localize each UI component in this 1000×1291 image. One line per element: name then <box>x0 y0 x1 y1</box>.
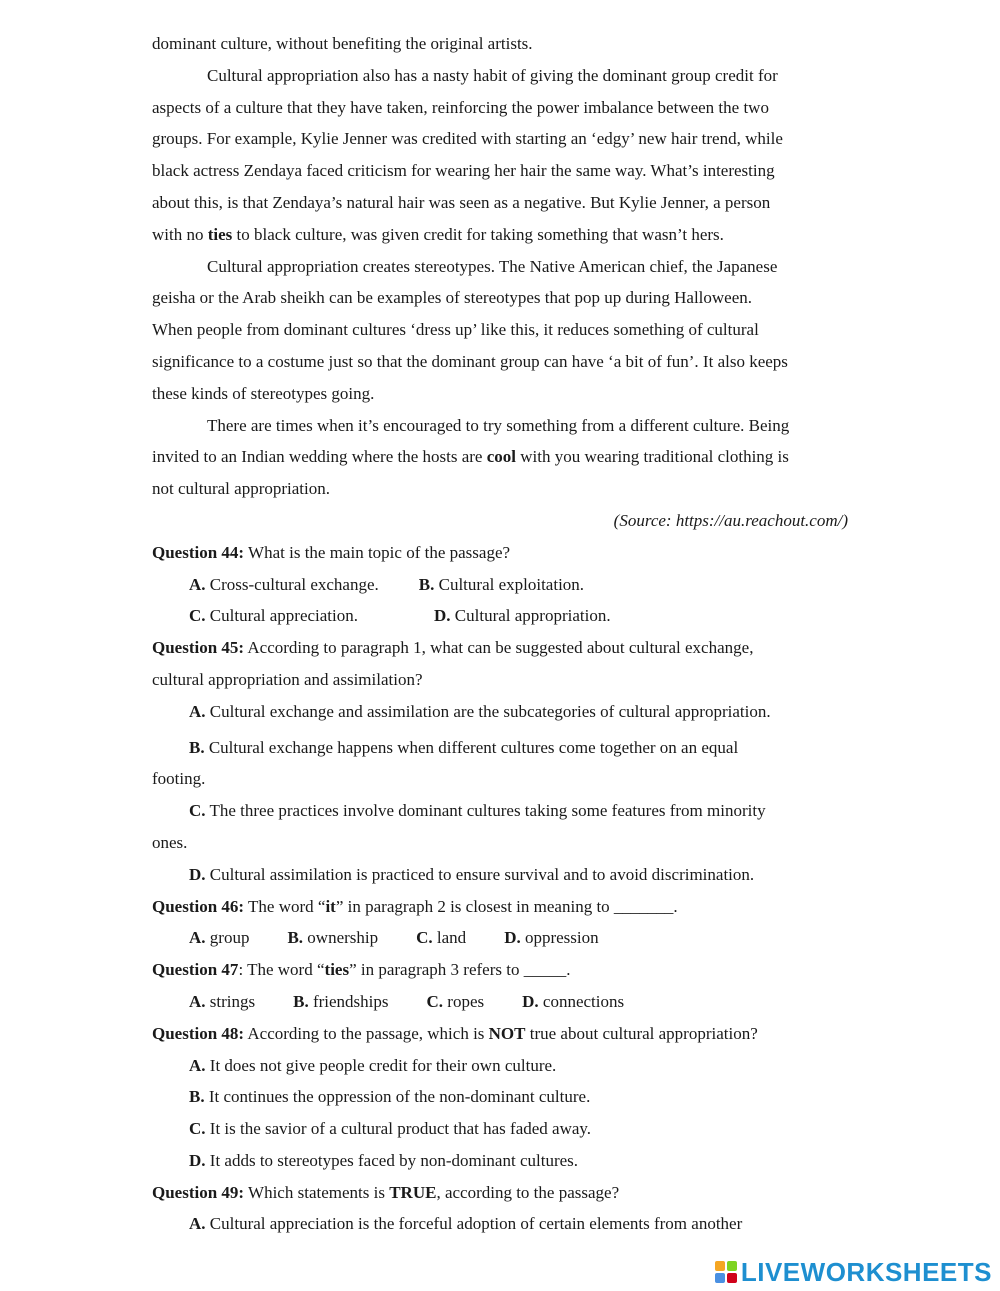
passage-line: these kinds of stereotypes going. <box>152 383 375 403</box>
option-key: A. <box>189 1055 206 1075</box>
option-text: group <box>205 928 250 948</box>
keyword-not: NOT <box>488 1023 526 1043</box>
passage-line: significance to a costume just so that the dominant group can have ‘a bit of fun’. It also keeps <box>152 351 788 371</box>
option-line: footing. <box>152 769 206 789</box>
option-c[interactable] <box>189 606 358 625</box>
question-text: The word “ <box>244 896 326 916</box>
question-49 <box>152 1177 848 1241</box>
option-key: B. <box>189 737 205 757</box>
options-row <box>152 569 848 601</box>
option-key: D. <box>522 991 539 1011</box>
option-key: B. <box>418 574 435 594</box>
passage-line: Cultural appropriation also has a nasty habit of giving the dominant group credit for <box>207 65 778 85</box>
option-a[interactable] <box>189 992 255 1011</box>
question-stem <box>152 891 848 923</box>
question-text: , according to the passage? <box>436 1182 620 1202</box>
logo-grid-icon <box>715 1261 737 1283</box>
option-key: B. <box>189 1087 205 1107</box>
option-text: It does not give people credit for their own culture. <box>205 1055 557 1075</box>
option-b[interactable] <box>152 1081 848 1113</box>
option-text: friendships <box>308 991 389 1011</box>
passage-paragraph-4 <box>152 410 848 505</box>
option-d[interactable] <box>504 928 598 947</box>
option-text: Cultural assimilation is practiced to ensure survival and to avoid discrimination. <box>205 864 755 884</box>
question-text: true about cultural appropriation? <box>525 1023 758 1043</box>
worksheet-page <box>152 28 848 1240</box>
option-text: land <box>432 928 467 948</box>
question-text: ” in paragraph 2 is closest in meaning to _______. <box>335 896 678 916</box>
question-label: Question 46: <box>152 896 245 916</box>
logo-tile <box>715 1261 725 1271</box>
passage-paragraph-2 <box>152 60 848 251</box>
option-text: The three practices involve dominant cultures taking some features from minority <box>205 801 766 821</box>
question-stem <box>152 632 848 664</box>
option-key: D. <box>434 606 451 626</box>
passage-text: with you wearing traditional clothing is <box>516 447 789 467</box>
passage-line: groups. For example, Kylie Jenner was credited with starting an ‘edgy’ new hair trend, while <box>152 129 783 149</box>
option-text: It adds to stereotypes faced by non-dominant cultures. <box>205 1150 579 1170</box>
option-c[interactable] <box>152 795 848 859</box>
option-key: C. <box>189 606 206 626</box>
option-text: Cultural exploitation. <box>434 574 585 594</box>
passage-line: black actress Zendaya faced criticism for wearing her hair the same way. What’s interesting <box>152 161 775 181</box>
question-label: Question 49: <box>152 1182 245 1202</box>
question-stem-cont: cultural appropriation and assimilation? <box>152 669 423 689</box>
passage-line: There are times when it’s encouraged to try something from a different culture. Being <box>207 415 790 435</box>
passage-line: about this, is that Zendaya’s natural hair was seen as a negative. But Kylie Jenner, a person <box>152 192 771 212</box>
question-text: : The word “ <box>238 960 325 980</box>
option-line <box>152 795 848 827</box>
passage-paragraph-3 <box>152 251 848 410</box>
options-row <box>152 600 848 632</box>
logo-tile <box>715 1273 725 1283</box>
question-label: Question 44: <box>152 542 245 562</box>
option-text: Cultural appreciation. <box>205 606 359 626</box>
logo-tile <box>727 1273 737 1283</box>
question-stem <box>152 1018 848 1050</box>
option-key: C. <box>189 801 206 821</box>
question-label: Question 47 <box>152 960 239 980</box>
question-text: According to the passage, which is <box>244 1023 489 1043</box>
options-row <box>152 986 848 1018</box>
passage-line: dominant culture, without benefiting the original artists. <box>152 34 533 53</box>
question-stem <box>152 954 848 986</box>
passage-text: with no <box>152 224 208 244</box>
passage-line <box>152 441 848 473</box>
question-stem <box>152 537 848 569</box>
option-text: Cultural exchange happens when different cultures come together on an equal <box>204 737 739 757</box>
option-a[interactable] <box>152 696 848 728</box>
option-text: Cross-cultural exchange. <box>205 574 379 594</box>
question-label: Question 45: <box>152 638 245 658</box>
option-text: It continues the oppression of the non-dominant culture. <box>204 1087 591 1107</box>
option-key: A. <box>189 574 206 594</box>
option-d[interactable] <box>152 859 848 891</box>
option-key: B. <box>287 928 304 948</box>
passage-text: to black culture, was given credit for taking something that wasn’t hers. <box>232 224 724 244</box>
option-text: Cultural exchange and assimilation are the subcategories of cultural appropriation. <box>205 701 771 721</box>
passage-line: Cultural appropriation creates stereotypes. The Native American chief, the Japanese <box>207 256 778 276</box>
question-45 <box>152 632 848 890</box>
question-stem <box>152 1177 848 1209</box>
passage-line: not cultural appropriation. <box>152 479 330 499</box>
option-text: strings <box>205 991 256 1011</box>
option-b[interactable] <box>287 928 378 947</box>
option-line: ones. <box>152 832 188 852</box>
option-line <box>152 732 848 764</box>
option-b[interactable] <box>152 732 848 796</box>
option-key: C. <box>416 928 433 948</box>
question-46 <box>152 891 848 955</box>
option-b[interactable] <box>419 575 584 594</box>
liveworksheets-logo[interactable] <box>715 1257 992 1287</box>
option-key: A. <box>189 1214 206 1234</box>
passage-line: aspects of a culture that they have taken, reinforcing the power imbalance between the two <box>152 97 769 117</box>
option-text: Cultural appropriation. <box>450 606 611 626</box>
option-a[interactable] <box>189 575 379 594</box>
option-text: connections <box>538 991 625 1011</box>
option-text: ownership <box>303 928 379 948</box>
option-key: C. <box>426 991 444 1011</box>
option-a[interactable] <box>152 1208 848 1240</box>
question-47 <box>152 954 848 1018</box>
option-text: ropes <box>443 991 485 1011</box>
keyword-cool: cool <box>486 447 516 467</box>
option-a[interactable] <box>152 1050 848 1082</box>
logo-text: LIVEWORKSHEETS <box>740 1256 992 1287</box>
keyword-ties: ties <box>207 224 233 244</box>
keyword-it: it <box>325 896 336 916</box>
question-text: According to paragraph 1, what can be suggested about cultural exchange, <box>244 638 754 658</box>
option-key: A. <box>189 991 206 1011</box>
question-text: ” in paragraph 3 refers to _____. <box>349 960 571 980</box>
options-row <box>152 922 848 954</box>
option-key: A. <box>189 928 206 948</box>
keyword-ties: ties <box>324 960 350 980</box>
option-c[interactable] <box>427 992 485 1011</box>
keyword-true: TRUE <box>389 1182 437 1202</box>
logo-tile <box>727 1261 737 1271</box>
option-d[interactable] <box>522 992 624 1011</box>
option-text: Cultural appreciation is the forceful adoption of certain elements from another <box>205 1214 743 1234</box>
option-key: A. <box>189 701 206 721</box>
option-text: oppression <box>520 928 599 948</box>
option-text: It is the savior of a cultural product that has faded away. <box>205 1119 592 1139</box>
source-citation: (Source: https://au.reachout.com/) <box>613 510 848 530</box>
question-text: What is the main topic of the passage? <box>244 542 511 562</box>
option-a[interactable] <box>189 928 249 947</box>
option-c[interactable] <box>416 928 466 947</box>
question-text: Which statements is <box>244 1182 390 1202</box>
passage-line <box>152 219 848 251</box>
option-key: D. <box>189 864 206 884</box>
option-key: D. <box>189 1150 206 1170</box>
option-key: D. <box>504 928 521 948</box>
question-44 <box>152 537 848 632</box>
option-key: C. <box>189 1119 206 1139</box>
option-d[interactable] <box>434 606 611 625</box>
passage-line: geisha or the Arab sheikh can be examples of stereotypes that pop up during Halloween. <box>152 288 753 308</box>
passage-line: When people from dominant cultures ‘dress up’ like this, it reduces something of cultural <box>152 320 759 340</box>
option-c[interactable] <box>152 1113 848 1145</box>
option-d[interactable] <box>152 1145 848 1177</box>
passage-text: invited to an Indian wedding where the hosts are <box>152 447 487 467</box>
question-48 <box>152 1018 848 1177</box>
question-label: Question 48: <box>152 1023 245 1043</box>
option-key: B. <box>293 991 309 1011</box>
option-b[interactable] <box>293 992 388 1011</box>
